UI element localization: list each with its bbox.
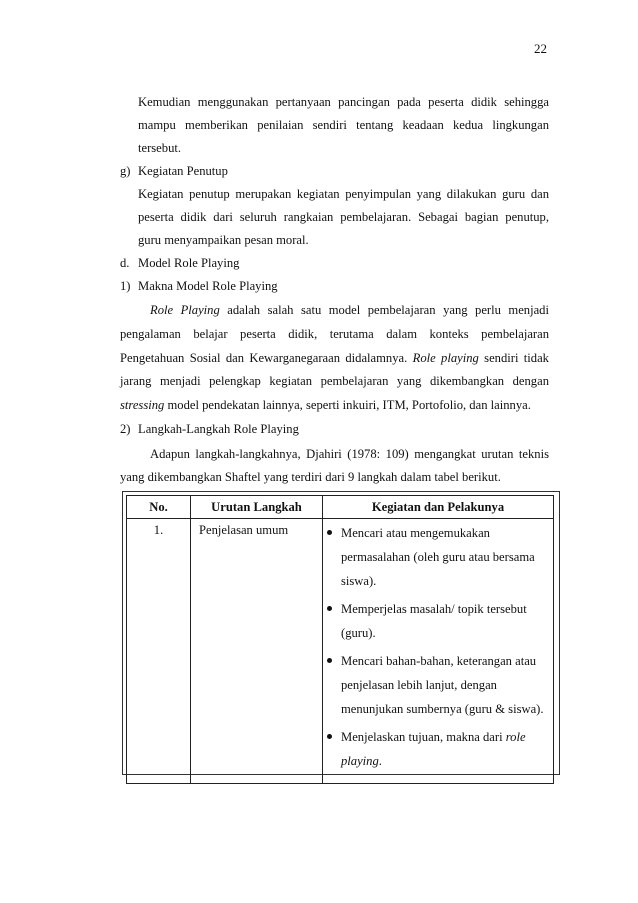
activity-4-post: . <box>378 754 382 768</box>
s2-line-1: Adapun langkah-langkahnya, Djahiri (1978: 109) mengangkat urutan teknis <box>150 447 549 461</box>
intro-line-3: tersebut. <box>138 141 182 155</box>
s1-line-4: jarang menjadi pelengkap kegiatan pembelajaran yang dikembangkan dengan <box>120 374 549 388</box>
activity-list <box>323 519 553 783</box>
cell-activities <box>323 519 554 784</box>
list-item: Mencari atau mengemukakan permasalahan (oleh guru atau bersama siswa). <box>323 521 551 593</box>
s1-line-5 <box>120 397 531 413</box>
s1-line-3 <box>120 350 549 366</box>
table-row <box>127 519 554 784</box>
steps-table <box>126 495 554 784</box>
heading-2-label: 2) <box>120 422 131 436</box>
g-line-2: peserta didik dari seluruh rangkaian pembelajaran. Sebagai bagian penutup, <box>138 210 549 224</box>
header-no: No. <box>127 496 191 519</box>
page-number: 22 <box>534 41 547 56</box>
heading-1-label: 1) <box>120 279 131 293</box>
intro-line-1: Kemudian menggunakan pertanyaan pancingan pada peserta didik sehingga <box>138 95 549 109</box>
activity-4-em: role playing <box>341 730 526 768</box>
table-header-row <box>127 496 554 519</box>
list-item: Mencari bahan-bahan, keterangan atau penjelasan lebih lanjut, dengan menunjukan sumbernya (guru & siswa). <box>323 649 551 721</box>
heading-d-label: d. <box>120 256 130 270</box>
activity-4-pre: Menjelaskan tujuan, makna dari <box>341 730 506 744</box>
heading-2-title: Langkah-Langkah Role Playing <box>138 422 299 436</box>
s1-line-3-pre: Pengetahuan Sosial dan Kewarganegaraan didalamnya. <box>120 351 413 365</box>
s1-line-5-em: stressing <box>120 398 165 412</box>
header-activity: Kegiatan dan Pelakunya <box>323 496 554 519</box>
s1-line-3-post: sendiri tidak <box>478 351 549 365</box>
g-line-3: guru menyampaikan pesan moral. <box>138 233 309 247</box>
heading-g-title: Kegiatan Penutup <box>138 164 228 178</box>
heading-d-title: Model Role Playing <box>138 256 240 270</box>
g-line-1: Kegiatan penutup merupakan kegiatan penyimpulan yang dilakukan guru dan <box>138 187 549 201</box>
s1-line-2: pengalaman belajar peserta didik, terutama dalam konteks pembelajaran <box>120 327 549 341</box>
heading-1-title: Makna Model Role Playing <box>138 279 278 293</box>
header-step: Urutan Langkah <box>191 496 323 519</box>
s1-line-1-rest: adalah salah satu model pembelajaran yang perlu menjadi <box>219 303 549 317</box>
s1-line-1 <box>150 302 549 318</box>
list-item <box>323 725 551 773</box>
s1-line-3-em: Role playing <box>412 351 479 365</box>
s2-line-2: yang dikembangkan Shaftel yang terdiri dari 9 langkah dalam tabel berikut. <box>120 470 501 484</box>
s1-line-1-em: Role Playing <box>150 303 220 317</box>
intro-line-2: mampu memberikan penilaian sendiri tentang keadaan kedua lingkungan <box>138 118 549 132</box>
s1-line-5-rest: model pendekatan lainnya, seperti inkuiri, ITM, Portofolio, dan lainnya. <box>164 398 531 412</box>
cell-step: Penjelasan umum <box>191 519 323 784</box>
cell-no: 1. <box>127 519 191 784</box>
heading-g-label: g) <box>120 164 131 178</box>
list-item: Memperjelas masalah/ topik tersebut (guru). <box>323 597 551 645</box>
